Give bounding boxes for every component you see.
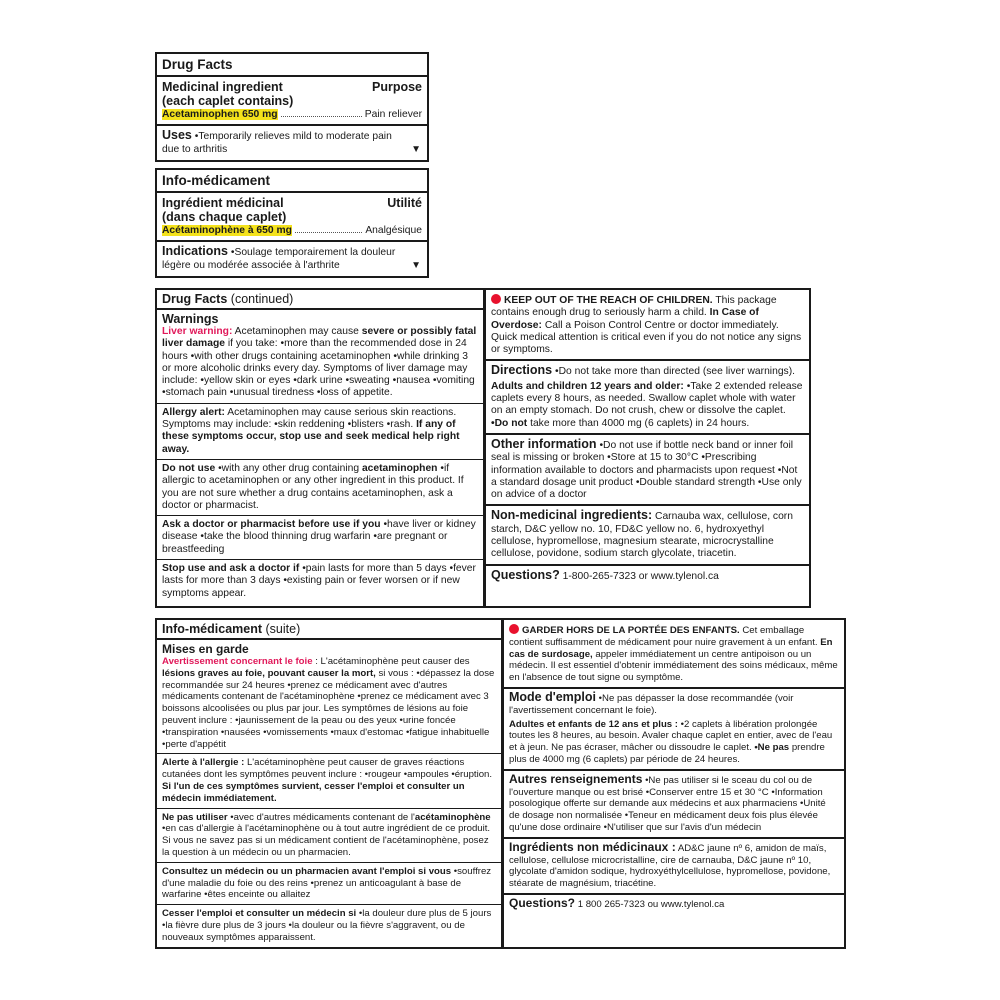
leader-dots <box>281 116 362 117</box>
non-medicinal-ingredients: Non-medicinal ingredients: Carnauba wax, cellulose, corn starch, D&C yellow no. 10, FD&C yellow no. 6, hydroxyethyl cellulose, hypromellose, magnesium stearate, microcrystalline cellulose, povidone, sodium starch glycolate, triacetin. <box>491 508 793 560</box>
drug-facts-panel <box>155 52 429 162</box>
right-column <box>504 620 844 947</box>
active-ingredient: Acetaminophen 650 mg <box>162 109 278 120</box>
info-medicament-suite-panel <box>155 618 846 949</box>
ask-doctor: Consultez un médecin ou un pharmacien avant l'emploi si vous •souffrez d'une maladie du foie ou des reins •prenez un anticoagulant à base de warfarine •êtes enceinte ou allaitez <box>162 865 492 901</box>
liver-warning: Liver warning: Acetaminophen may cause severe or possibly fatal liver damage if you take: •more than the recommended dose in 24 hours •with other drugs containing acetaminophen •while drinking 3 or more alcoholic drinks every day. Symptoms of liver damage may include: •yellow skin or eyes •dark urine •sweating •nausea •vomiting •stomach pain •unusual tiredness •loss of appetite. <box>162 326 477 399</box>
liver-warning: Avertissement concernant le foie : L'acétaminophène peut causer des lésions graves au foie, pouvant causer la mort, si vous : •dépassez la dose recommandée sur 24 heures •prenez ce médicament avec d'autres médicaments contenant de l'acétaminophène •prenez ce médicament avec 3 boissons alcoolisées ou plus par jour. Les symptômes de lésions au foie peuvent inclure : •jaunissement de la peau ou des yeux •urine foncée •transpiration •nausées •vomissements •maux d'estomac •fatigue inhabituelle •perte d'appétit <box>162 656 495 750</box>
panel-title: Info-médicament <box>162 622 263 636</box>
questions: Questions? 1-800-265-7323 or www.tylenol.ca <box>491 567 719 582</box>
questions: Questions? 1 800 265-7323 ou www.tylenol.ca <box>509 895 725 910</box>
other-information: Other information •Do not use if bottle neck band or inner foil seal is missing or broken •Store at 15 to 30°C •Prescribing information available to doctors and pharmacists upon request •Not a standard dosage unit product •Double standard strength •Use only on advice of a doctor <box>491 436 802 501</box>
allergy-alert: Alerte à l'allergie : L'acétaminophène peut causer de graves réactions cutanées dont les symptômes peuvent inclure : •rougeur •ampoules •éruption. Si l'un de ces symptômes survient, cesser l'emploi et consulter un médecin immédiatement. <box>162 757 493 804</box>
warning-dot-icon <box>491 294 501 304</box>
ask-doctor: Ask a doctor or pharmacist before use if you •have liver or kidney disease •take the blood thinning drug warfarin •are pregnant or breastfeeding <box>162 519 476 555</box>
panel-title-suffix: (suite) <box>265 622 301 636</box>
warning-dot-icon <box>509 624 519 634</box>
stop-use: Cesser l'emploi et consulter un médecin si •la douleur dure plus de 5 jours •la fièvre dure plus de 3 jours •la douleur ou la fièvre s'aggravent, ou de nouveaux symptômes apparaissent. <box>162 908 492 943</box>
panel-title-suffix: (continued) <box>230 292 294 306</box>
allergy-alert: Allergy alert: Acetaminophen may cause serious skin reactions. Symptoms may include: •skin reddening •blisters •rash. If any of these symptoms occur, stop use and seek medical help right away. <box>162 406 460 455</box>
ingredient-header: Medicinal ingredient <box>162 80 283 94</box>
uses-label: Uses <box>162 128 192 143</box>
info-medicament-panel <box>155 168 429 278</box>
indications-text: •Soulage temporairement la douleur légère ou modérée associée à l'arthrite <box>162 247 396 271</box>
ingredient-subheader: (each caplet contains) <box>162 94 294 108</box>
left-column <box>157 290 484 606</box>
more-arrow-icon: ▼ <box>411 259 421 271</box>
keep-out-of-reach: GARDER HORS DE LA PORTÉE DES ENFANTS. Cet emballage contient suffisamment de médicament pour nuire gravement à un enfant. En cas de surdosage, appeler immédiatement un centre antipoison ou un médecin. Il est essentiel d'obtenir immédiatement des soins médicaux, même en l'absence de tout signe ou symptôme. <box>509 625 838 684</box>
stop-use: Stop use and ask a doctor if •pain lasts for more than 5 days •fever lasts for more than 3 days •existing pain or fever worsen or if new symptoms appear. <box>162 563 476 599</box>
more-arrow-icon: ▼ <box>411 143 421 155</box>
purpose-value: Pain reliever <box>364 109 422 120</box>
indications-label: Indications <box>162 244 228 259</box>
drug-facts-continued-panel <box>155 288 811 608</box>
active-ingredient: Acétaminophène à 650 mg <box>162 225 292 236</box>
left-column <box>157 620 502 947</box>
keep-out-of-reach: KEEP OUT OF THE REACH OF CHILDREN. This package contains enough drug to seriously harm a child. In Case of Overdose: Call a Poison Control Centre or doctor immediately. Quick medical attention is critical even if you do not notice any signs or symptoms. <box>491 295 802 356</box>
uses-text: •Temporarily relieves mild to moderate pain due to arthritis <box>162 131 392 155</box>
adult-dosage: Adultes et enfants de 12 ans et plus : •2 caplets à libération prolongée toutes les 8 heures, au besoin. Avaler chaque caplet en entier, avec de l'eau et à jeun. Ne pas écraser, mâcher ou dissoudre le caplet. •Ne pas prendre plus de 4000 mg (6 caplets) par période de 24 heures. <box>509 718 833 765</box>
non-medicinal-ingredients: Ingrédients non médicinaux : AD&C jaune nº 6, amidon de maïs, cellulose, cellulose microcristalline, cire de carnauba, D&C jaune nº 10, glycolate d'amidon sodique, hydroxyéthylcellulose, hypromellose, povidone, stéarate de magnésium, triacétine. <box>509 839 831 890</box>
other-information: Autres renseignements •Ne pas utiliser si le sceau du col ou de l'ouverture manque ou est brisé •Conserver entre 15 et 30 °C •Information posologique offerte sur demande aux médecins et aux pharmaciens •Unité de dosage non normalisée •Teneur en médicament deux fois plus élevée qu'une dose ordinaire •N'utiliser que sur l'avis d'un médecin <box>509 771 826 833</box>
purpose-value: Analgésique <box>365 225 422 236</box>
purpose-header: Purpose <box>371 80 422 94</box>
directions: Directions •Do not take more than directed (see liver warnings). <box>491 363 795 378</box>
warnings-heading: Warnings <box>162 312 219 326</box>
do-not-use: Ne pas utiliser •avec d'autres médicaments contenant de l'acétaminophène •en cas d'allergie à l'acétaminophène ou à tout autre ingrédient de ce produit. Si vous ne savez pas si un médicament contient de l'acétaminophène, posez la question à un médecin ou un pharmacien. <box>162 811 491 858</box>
panel-title: Drug Facts <box>162 292 228 306</box>
ingredient-subheader: (dans chaque caplet) <box>162 210 287 224</box>
ingredient-header: Ingrédient médicinal <box>162 196 284 210</box>
leader-dots <box>295 232 362 233</box>
warnings-heading: Mises en garde <box>162 642 249 656</box>
adult-dosage: Adults and children 12 years and older: •Take 2 extended release caplets every 8 hours, as needed. Swallow caplet whole with water on an empty stomach. Do not crush, chew or dissolve the caplet. •Do not take more than 4000 mg (6 caplets) in 24 hours. <box>491 380 803 429</box>
directions: Mode d'emploi •Ne pas dépasser la dose recommandée (voir l'avertissement concernant le foie). <box>509 689 794 716</box>
right-column <box>486 290 809 606</box>
panel-title: Info-médicament <box>157 170 427 193</box>
panel-title: Drug Facts <box>157 54 427 77</box>
purpose-header: Utilité <box>387 196 422 210</box>
do-not-use: Do not use •with any other drug containing acetaminophen •if allergic to acetaminophen or any other ingredient in this product. If you are not sure whether a drug contains acetaminophen, ask a doctor or pharmacist. <box>162 462 464 511</box>
